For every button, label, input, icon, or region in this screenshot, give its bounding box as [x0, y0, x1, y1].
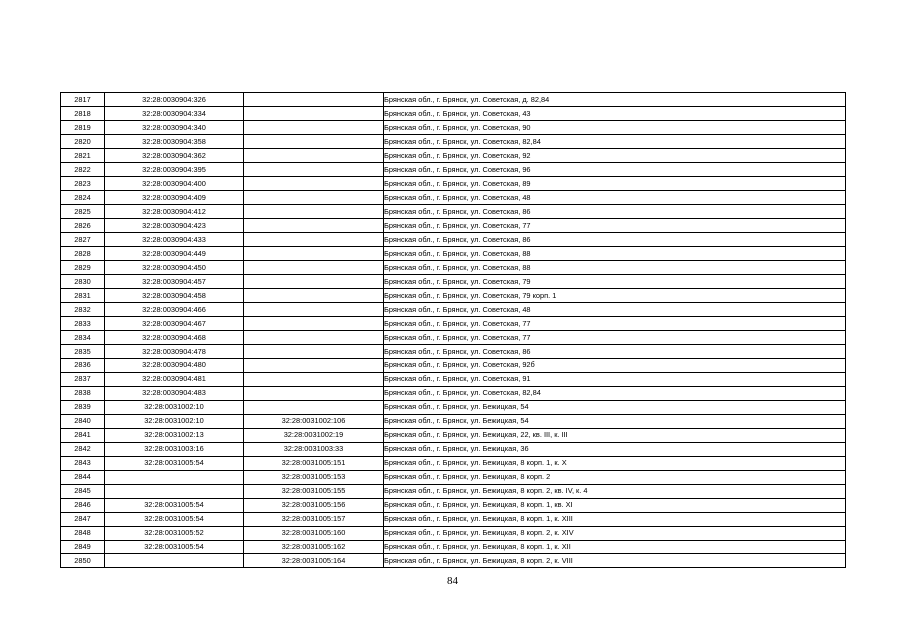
cadastral-number-cell: 32:28:0030904:478 — [105, 344, 244, 358]
cadastral-number-cell: 32:28:0030904:449 — [105, 246, 244, 260]
address-cell: Брянская обл., г. Брянск, ул. Советская, 92б — [384, 358, 846, 372]
table-row — [61, 148, 846, 162]
cadastral-number-cell: 32:28:0030904:326 — [105, 93, 244, 107]
address-cell: Брянская обл., г. Брянск, ул. Советская, 86 — [384, 204, 846, 218]
address-cell: Брянская обл., г. Брянск, ул. Бежицкая, 8 корп. 1, к. XIII — [384, 512, 846, 526]
table-row — [61, 120, 846, 134]
table-row — [61, 428, 846, 442]
table-row — [61, 190, 846, 204]
cadastral-number-cell: 32:28:0030904:450 — [105, 260, 244, 274]
row-number-cell: 2831 — [61, 288, 105, 302]
row-number-cell: 2820 — [61, 134, 105, 148]
object-cadastral-number-cell — [244, 288, 384, 302]
registry-table — [60, 92, 846, 568]
cadastral-number-cell — [105, 554, 244, 568]
row-number-cell: 2823 — [61, 176, 105, 190]
cadastral-number-cell: 32:28:0030904:409 — [105, 190, 244, 204]
table-row — [61, 302, 846, 316]
cadastral-number-cell: 32:28:0031005:54 — [105, 540, 244, 554]
address-cell: Брянская обл., г. Брянск, ул. Советская, 86 — [384, 344, 846, 358]
row-number-cell: 2844 — [61, 470, 105, 484]
table-row — [61, 176, 846, 190]
object-cadastral-number-cell — [244, 134, 384, 148]
table-row — [61, 372, 846, 386]
cadastral-number-cell: 32:28:0030904:362 — [105, 148, 244, 162]
cadastral-number-cell: 32:28:0030904:480 — [105, 358, 244, 372]
table-row — [61, 442, 846, 456]
cadastral-number-cell: 32:28:0031002:10 — [105, 414, 244, 428]
table-row — [61, 344, 846, 358]
row-number-cell: 2843 — [61, 456, 105, 470]
row-number-cell: 2828 — [61, 246, 105, 260]
object-cadastral-number-cell: 32:28:0031005:157 — [244, 512, 384, 526]
cadastral-number-cell: 32:28:0031002:13 — [105, 428, 244, 442]
address-cell: Брянская обл., г. Брянск, ул. Бежицкая, 8 корп. 1, к. X — [384, 456, 846, 470]
object-cadastral-number-cell — [244, 218, 384, 232]
cadastral-number-cell: 32:28:0031003:16 — [105, 442, 244, 456]
address-cell: Брянская обл., г. Брянск, ул. Советская, 90 — [384, 120, 846, 134]
cadastral-number-cell: 32:28:0030904:467 — [105, 316, 244, 330]
row-number-cell: 2850 — [61, 554, 105, 568]
object-cadastral-number-cell: 32:28:0031005:164 — [244, 554, 384, 568]
row-number-cell: 2824 — [61, 190, 105, 204]
row-number-cell: 2849 — [61, 540, 105, 554]
table-row — [61, 93, 846, 107]
address-cell: Брянская обл., г. Брянск, ул. Советская, д. 82,84 — [384, 93, 846, 107]
row-number-cell: 2845 — [61, 484, 105, 498]
cadastral-number-cell: 32:28:0030904:466 — [105, 302, 244, 316]
object-cadastral-number-cell: 32:28:0031002:19 — [244, 428, 384, 442]
address-cell: Брянская обл., г. Брянск, ул. Бежицкая, 8 корп. 2, к. XIV — [384, 526, 846, 540]
object-cadastral-number-cell — [244, 358, 384, 372]
cadastral-number-cell — [105, 470, 244, 484]
table-row — [61, 484, 846, 498]
table-row — [61, 274, 846, 288]
object-cadastral-number-cell — [244, 260, 384, 274]
object-cadastral-number-cell — [244, 93, 384, 107]
address-cell: Брянская обл., г. Брянск, ул. Советская, 88 — [384, 246, 846, 260]
object-cadastral-number-cell — [244, 204, 384, 218]
row-number-cell: 2817 — [61, 93, 105, 107]
address-cell: Брянская обл., г. Брянск, ул. Советская, 92 — [384, 148, 846, 162]
table-row — [61, 232, 846, 246]
address-cell: Брянская обл., г. Брянск, ул. Советская, 79 корп. 1 — [384, 288, 846, 302]
table-row — [61, 218, 846, 232]
row-number-cell: 2841 — [61, 428, 105, 442]
row-number-cell: 2834 — [61, 330, 105, 344]
registry-table-body — [61, 93, 846, 568]
cadastral-number-cell: 32:28:0030904:395 — [105, 162, 244, 176]
cadastral-number-cell: 32:28:0031005:54 — [105, 512, 244, 526]
address-cell: Брянская обл., г. Брянск, ул. Советская, 77 — [384, 316, 846, 330]
row-number-cell: 2840 — [61, 414, 105, 428]
row-number-cell: 2846 — [61, 498, 105, 512]
cadastral-number-cell — [105, 484, 244, 498]
row-number-cell: 2833 — [61, 316, 105, 330]
row-number-cell: 2839 — [61, 400, 105, 414]
table-row — [61, 260, 846, 274]
row-number-cell: 2836 — [61, 358, 105, 372]
cadastral-number-cell: 32:28:0031005:52 — [105, 526, 244, 540]
row-number-cell: 2821 — [61, 148, 105, 162]
row-number-cell: 2822 — [61, 162, 105, 176]
address-cell: Брянская обл., г. Брянск, ул. Советская, 96 — [384, 162, 846, 176]
cadastral-number-cell: 32:28:0030904:358 — [105, 134, 244, 148]
address-cell: Брянская обл., г. Брянск, ул. Советская, 82,84 — [384, 134, 846, 148]
object-cadastral-number-cell — [244, 316, 384, 330]
row-number-cell: 2848 — [61, 526, 105, 540]
page-number: 84 — [447, 575, 458, 587]
cadastral-number-cell: 32:28:0030904:423 — [105, 218, 244, 232]
cadastral-number-cell: 32:28:0030904:458 — [105, 288, 244, 302]
table-row — [61, 316, 846, 330]
row-number-cell: 2827 — [61, 232, 105, 246]
object-cadastral-number-cell — [244, 330, 384, 344]
table-row — [61, 204, 846, 218]
table-row — [61, 246, 846, 260]
row-number-cell: 2830 — [61, 274, 105, 288]
table-row — [61, 330, 846, 344]
cadastral-number-cell: 32:28:0030904:340 — [105, 120, 244, 134]
object-cadastral-number-cell: 32:28:0031005:162 — [244, 540, 384, 554]
row-number-cell: 2818 — [61, 106, 105, 120]
row-number-cell: 2825 — [61, 204, 105, 218]
row-number-cell: 2842 — [61, 442, 105, 456]
cadastral-number-cell: 32:28:0031005:54 — [105, 456, 244, 470]
address-cell: Брянская обл., г. Брянск, ул. Советская, 48 — [384, 302, 846, 316]
cadastral-number-cell: 32:28:0031005:54 — [105, 498, 244, 512]
table-row — [61, 414, 846, 428]
address-cell: Брянская обл., г. Брянск, ул. Бежицкая, 36 — [384, 442, 846, 456]
table-row — [61, 358, 846, 372]
object-cadastral-number-cell — [244, 302, 384, 316]
object-cadastral-number-cell — [244, 386, 384, 400]
table-row — [61, 554, 846, 568]
row-number-cell: 2832 — [61, 302, 105, 316]
address-cell: Брянская обл., г. Брянск, ул. Бежицкая, 54 — [384, 414, 846, 428]
table-row — [61, 106, 846, 120]
address-cell: Брянская обл., г. Брянск, ул. Советская, 43 — [384, 106, 846, 120]
row-number-cell: 2835 — [61, 344, 105, 358]
table-row — [61, 498, 846, 512]
address-cell: Брянская обл., г. Брянск, ул. Советская, 77 — [384, 330, 846, 344]
address-cell: Брянская обл., г. Брянск, ул. Советская, 91 — [384, 372, 846, 386]
address-cell: Брянская обл., г. Брянск, ул. Советская, 89 — [384, 176, 846, 190]
object-cadastral-number-cell — [244, 232, 384, 246]
object-cadastral-number-cell: 32:28:0031003:33 — [244, 442, 384, 456]
address-cell: Брянская обл., г. Брянск, ул. Советская, 82,84 — [384, 386, 846, 400]
row-number-cell: 2838 — [61, 386, 105, 400]
cadastral-number-cell: 32:28:0030904:468 — [105, 330, 244, 344]
address-cell: Брянская обл., г. Брянск, ул. Бежицкая, 8 корп. 1, к. XII — [384, 540, 846, 554]
object-cadastral-number-cell — [244, 246, 384, 260]
table-row — [61, 540, 846, 554]
table-row — [61, 162, 846, 176]
object-cadastral-number-cell — [244, 372, 384, 386]
table-row — [61, 470, 846, 484]
object-cadastral-number-cell: 32:28:0031005:155 — [244, 484, 384, 498]
object-cadastral-number-cell: 32:28:0031005:151 — [244, 456, 384, 470]
table-row — [61, 400, 846, 414]
row-number-cell: 2826 — [61, 218, 105, 232]
row-number-cell: 2837 — [61, 372, 105, 386]
address-cell: Брянская обл., г. Брянск, ул. Советская, 79 — [384, 274, 846, 288]
cadastral-number-cell: 32:28:0030904:481 — [105, 372, 244, 386]
object-cadastral-number-cell: 32:28:0031005:156 — [244, 498, 384, 512]
cadastral-number-cell: 32:28:0030904:457 — [105, 274, 244, 288]
cadastral-number-cell: 32:28:0030904:433 — [105, 232, 244, 246]
cadastral-number-cell: 32:28:0030904:483 — [105, 386, 244, 400]
row-number-cell: 2829 — [61, 260, 105, 274]
address-cell: Брянская обл., г. Брянск, ул. Бежицкая, 8 корп. 2, кв. IV, к. 4 — [384, 484, 846, 498]
address-cell: Брянская обл., г. Брянск, ул. Советская, 48 — [384, 190, 846, 204]
table-row — [61, 134, 846, 148]
address-cell: Брянская обл., г. Брянск, ул. Советская, 86 — [384, 232, 846, 246]
cadastral-number-cell: 32:28:0030904:400 — [105, 176, 244, 190]
address-cell: Брянская обл., г. Брянск, ул. Бежицкая, 8 корп. 2 — [384, 470, 846, 484]
cadastral-number-cell: 32:28:0031002:10 — [105, 400, 244, 414]
table-row — [61, 386, 846, 400]
object-cadastral-number-cell — [244, 148, 384, 162]
address-cell: Брянская обл., г. Брянск, ул. Бежицкая, 8 корп. 2, к. VIII — [384, 554, 846, 568]
object-cadastral-number-cell: 32:28:0031005:160 — [244, 526, 384, 540]
object-cadastral-number-cell — [244, 344, 384, 358]
object-cadastral-number-cell — [244, 162, 384, 176]
row-number-cell: 2819 — [61, 120, 105, 134]
object-cadastral-number-cell: 32:28:0031002:106 — [244, 414, 384, 428]
object-cadastral-number-cell — [244, 274, 384, 288]
row-number-cell: 2847 — [61, 512, 105, 526]
cadastral-number-cell: 32:28:0030904:412 — [105, 204, 244, 218]
table-row — [61, 512, 846, 526]
table-row — [61, 526, 846, 540]
address-cell: Брянская обл., г. Брянск, ул. Бежицкая, 8 корп. 1, кв. XI — [384, 498, 846, 512]
object-cadastral-number-cell — [244, 176, 384, 190]
object-cadastral-number-cell — [244, 106, 384, 120]
object-cadastral-number-cell: 32:28:0031005:153 — [244, 470, 384, 484]
address-cell: Брянская обл., г. Брянск, ул. Бежицкая, 54 — [384, 400, 846, 414]
table-row — [61, 456, 846, 470]
object-cadastral-number-cell — [244, 190, 384, 204]
object-cadastral-number-cell — [244, 120, 384, 134]
address-cell: Брянская обл., г. Брянск, ул. Советская, 77 — [384, 218, 846, 232]
table-row — [61, 288, 846, 302]
address-cell: Брянская обл., г. Брянск, ул. Бежицкая, 22, кв. III, к. III — [384, 428, 846, 442]
cadastral-number-cell: 32:28:0030904:334 — [105, 106, 244, 120]
address-cell: Брянская обл., г. Брянск, ул. Советская, 88 — [384, 260, 846, 274]
object-cadastral-number-cell — [244, 400, 384, 414]
